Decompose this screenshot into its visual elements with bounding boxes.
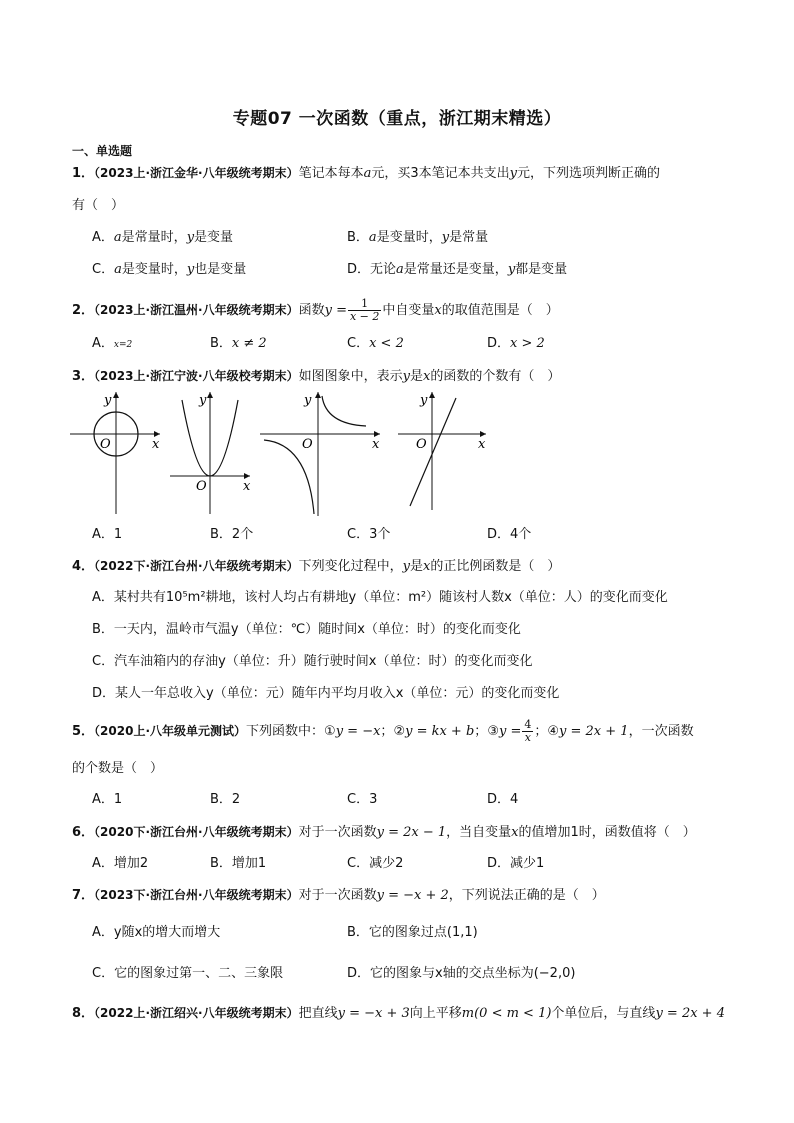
option-label: B． — [210, 792, 232, 807]
q2-number: 2． — [72, 303, 95, 318]
q2-stem — [72, 297, 559, 324]
q1-option-a — [92, 229, 233, 247]
q3-text: 的函数的个数有（ ） — [430, 369, 561, 384]
option-text: 1 — [113, 792, 123, 807]
axis-label-y: y — [420, 393, 428, 408]
q3-option-a — [92, 526, 122, 544]
q2-fraction — [348, 298, 381, 323]
option-text: y随x的增大而增大 — [113, 925, 221, 940]
q2-func-lhs: y = — [324, 303, 347, 318]
option-text: 是常量 — [449, 230, 489, 245]
q4-source: （2022下·浙江台州·八年级统考期末） — [94, 559, 299, 573]
option-text: 是常量时， — [121, 230, 187, 245]
axis-label-y: y — [104, 393, 112, 408]
option-text: 无论 — [370, 262, 397, 277]
option-var: a — [114, 262, 122, 277]
option-var: y — [186, 262, 195, 277]
option-label: C． — [347, 856, 370, 871]
q8-source: （2022上·浙江绍兴·八年级统考期末） — [94, 1006, 299, 1020]
option-var: a — [113, 230, 122, 245]
q2-option-a — [92, 335, 132, 354]
q1-stem-cont: 有（ ） — [72, 198, 125, 213]
q8-cond: m(0 < m < 1) — [461, 1006, 552, 1021]
option-label: A． — [92, 792, 114, 807]
q5-text: ，一次函数 — [628, 724, 694, 739]
option-label: A． — [92, 230, 114, 245]
q6-number: 6． — [72, 825, 95, 840]
q7-func: y = −x + 2 — [376, 888, 449, 903]
option-text: 汽车油箱内的存油y（单位：升）随行驶时间x（单位：时）的变化而变化 — [114, 654, 533, 669]
option-var: a — [368, 230, 377, 245]
fraction-numerator: 1 — [348, 298, 381, 311]
q6-source: （2020下·浙江台州·八年级统考期末） — [94, 825, 299, 839]
axis-label-x: x — [478, 437, 486, 452]
q5-option-d — [487, 791, 518, 809]
option-label: B． — [347, 230, 369, 245]
q5-mark: ② — [393, 724, 406, 739]
q3-number: 3． — [72, 369, 95, 384]
q1-option-d — [347, 261, 567, 279]
origin-label: O — [416, 437, 427, 452]
q5-option-c — [347, 791, 377, 809]
q7-stem — [72, 886, 605, 905]
option-label: D． — [92, 686, 116, 701]
q2-source: （2023上·浙江温州·八年级统考期末） — [94, 303, 299, 317]
q3-option-d — [487, 526, 531, 544]
q3-text: 如图图象中，表示 — [298, 369, 403, 384]
q2-option-c — [347, 335, 404, 353]
q6-text: 的值增加1时，函数值将（ ） — [518, 825, 696, 840]
q4-text: 下列变化过程中， — [298, 559, 403, 574]
option-text: 都是变量 — [515, 262, 568, 277]
option-text: 是变量时， — [376, 230, 442, 245]
option-text: 1 — [113, 527, 123, 542]
option-label: B． — [210, 856, 232, 871]
option-expr: x=2 — [113, 340, 133, 350]
q2-text: 中自变量 — [382, 303, 435, 318]
q6-option-c — [347, 855, 403, 873]
q4-option-b — [92, 621, 521, 639]
q4-var-x: x — [422, 559, 431, 574]
option-label: C． — [347, 792, 370, 807]
q1-text: 元，买3本笔记本共支出 — [371, 166, 510, 181]
q3-text: 是 — [409, 369, 423, 384]
option-expr: x ≠ 2 — [231, 336, 267, 351]
q8-stem — [72, 1004, 725, 1023]
q1-stem — [72, 164, 660, 183]
graph-circle — [70, 392, 160, 514]
page-title: 专题07 一次函数（重点，浙江期末精选） — [232, 109, 562, 129]
option-text: 是变量时， — [121, 262, 187, 277]
option-text: 某人一年总收入y（单位：元）随年内平均月收入x（单位：元）的变化而变化 — [115, 686, 560, 701]
q3-graphs — [60, 388, 500, 520]
option-text: 增加2 — [113, 856, 149, 871]
option-text: 某村共有10⁵m²耕地，该村人均占有耕地y（单位：m²）随该村人数x（单位：人）的变化而变化 — [113, 590, 668, 605]
option-var: y — [507, 262, 516, 277]
q5-sep: ； — [534, 724, 548, 739]
q6-stem — [72, 823, 696, 842]
origin-label: O — [100, 437, 111, 452]
q6-option-b — [210, 855, 266, 873]
option-text: 4个 — [510, 527, 532, 542]
q8-number: 8． — [72, 1006, 95, 1021]
option-label: C． — [347, 527, 370, 542]
option-label: A． — [92, 856, 114, 871]
q2-option-d — [487, 335, 545, 353]
q5-stem-cont: 的个数是（ ） — [72, 761, 164, 776]
q1-text: 笔记本每本 — [298, 166, 364, 181]
option-label: B． — [210, 527, 232, 542]
q5-option-b — [210, 791, 240, 809]
option-text: 一天内，温岭市气温y（单位：℃）随时间x（单位：时）的变化而变化 — [113, 622, 521, 637]
option-label: D． — [347, 966, 371, 981]
q3-source: （2023上·浙江宁波·八年级校考期末） — [94, 369, 299, 383]
q3-var-y: y — [402, 369, 410, 384]
q2-text: 的取值范围是（ ） — [441, 303, 559, 318]
q5-sep: ； — [474, 724, 488, 739]
q5-func: y = −x — [335, 724, 381, 739]
option-text: 是变量 — [194, 230, 234, 245]
q6-text: ，当自变量 — [446, 825, 512, 840]
origin-label: O — [302, 437, 313, 452]
axis-label-x: x — [372, 437, 380, 452]
option-text: 4 — [510, 792, 519, 807]
option-label: A． — [92, 590, 114, 605]
q1-var-a: a — [363, 166, 372, 181]
option-text: 也是变量 — [194, 262, 247, 277]
q5-option-a — [92, 791, 122, 809]
q6-option-a — [92, 855, 148, 873]
q5-func: y = 2x + 1 — [559, 724, 629, 739]
option-label: D． — [347, 262, 371, 277]
section-heading: 一、单选题 — [72, 144, 133, 158]
option-label: B． — [92, 622, 114, 637]
option-text: 是常量还是变量， — [403, 262, 508, 277]
option-label: B． — [210, 336, 232, 351]
q5-fraction — [522, 719, 533, 744]
q1-option-b — [347, 229, 488, 247]
q4-number: 4． — [72, 559, 95, 574]
q4-option-d — [92, 685, 559, 703]
option-var: y — [441, 230, 450, 245]
q7-text: 对于一次函数 — [298, 888, 377, 903]
option-text: 3 — [369, 792, 378, 807]
axis-label-y: y — [199, 393, 207, 408]
q3-option-c — [347, 526, 390, 544]
q7-option-d — [347, 965, 575, 983]
option-label: C． — [347, 336, 370, 351]
axis-label-y: y — [304, 393, 312, 408]
q8-text: 向上平移 — [409, 1006, 462, 1021]
option-text: 3个 — [369, 527, 391, 542]
q5-text: 下列函数中： — [246, 724, 325, 739]
option-label: A． — [92, 527, 114, 542]
q8-text: 个单位后，与直线 — [551, 1006, 656, 1021]
q5-mark: ④ — [547, 724, 560, 739]
option-text: 它的图象与x轴的交点坐标为(−2,0) — [370, 966, 576, 981]
q2-var-x: x — [434, 303, 442, 318]
option-label: D． — [487, 336, 511, 351]
q5-number: 5． — [72, 724, 95, 739]
option-label: D． — [487, 527, 511, 542]
q1-var-y: y — [509, 166, 517, 181]
q2-option-b — [210, 335, 267, 353]
option-label: C． — [92, 654, 115, 669]
q7-source: （2023下·浙江台州·八年级统考期末） — [94, 888, 299, 902]
option-label: B． — [347, 925, 369, 940]
q3-stem — [72, 367, 560, 386]
fraction-denominator: x — [524, 731, 531, 744]
q5-mark: ① — [324, 724, 336, 739]
option-text: 2 — [231, 792, 241, 807]
q6-func: y = 2x − 1 — [376, 825, 447, 840]
q5-func: y = kx + b — [405, 724, 475, 739]
option-label: C． — [92, 966, 115, 981]
q4-option-a — [92, 589, 668, 607]
q7-option-b — [347, 924, 478, 942]
option-text: 它的图象过点(1,1) — [368, 925, 478, 940]
q6-var-x: x — [511, 825, 519, 840]
option-label: A． — [92, 925, 114, 940]
axis-label-x: x — [152, 437, 160, 452]
q4-text: 是 — [409, 559, 423, 574]
q3-option-b — [210, 526, 253, 544]
q3-var-x: x — [422, 369, 431, 384]
option-var: y — [186, 230, 195, 245]
q2-text: 函数 — [298, 303, 325, 318]
q8-func: y = 2x + 4 — [655, 1006, 725, 1021]
option-text: 增加1 — [231, 856, 267, 871]
q1-text: 元，下列选项判断正确的 — [517, 166, 661, 181]
origin-label: O — [196, 479, 207, 494]
option-text: 2个 — [231, 527, 254, 542]
graph-line — [398, 392, 486, 510]
option-label: D． — [487, 856, 511, 871]
q5-mark: ③ — [487, 724, 499, 739]
q7-option-c — [92, 965, 283, 983]
q7-text: ，下列说法正确的是（ ） — [448, 888, 605, 903]
fraction-numerator: 4 — [524, 718, 532, 731]
q7-option-a — [92, 924, 220, 942]
q7-number: 7． — [72, 888, 95, 903]
option-text: 减少2 — [369, 856, 404, 871]
option-text: 减少1 — [510, 856, 545, 871]
axis-label-x: x — [243, 479, 251, 494]
option-label: A． — [92, 336, 114, 351]
option-expr: x > 2 — [510, 336, 545, 351]
option-expr: x < 2 — [369, 336, 404, 351]
q8-func: y = −x + 3 — [337, 1006, 410, 1021]
graph-parabola — [170, 392, 251, 514]
q1-source: （2023上·浙江金华·八年级统考期末） — [94, 166, 299, 180]
q5-stem — [72, 718, 694, 745]
option-text: 它的图象过第一、二、三象限 — [114, 966, 284, 981]
option-var: a — [396, 262, 404, 277]
q4-option-c — [92, 653, 532, 671]
q6-option-d — [487, 855, 544, 873]
q5-sep: ； — [380, 724, 394, 739]
q6-text: 对于一次函数 — [298, 825, 377, 840]
option-label: C． — [92, 262, 115, 277]
q4-stem — [72, 557, 560, 576]
q5-source: （2020上·八年级单元测试） — [94, 724, 247, 738]
q4-text: 的正比例函数是（ ） — [430, 559, 561, 574]
q8-text: 把直线 — [298, 1006, 338, 1021]
option-label: D． — [487, 792, 511, 807]
q4-var-y: y — [402, 559, 410, 574]
graph-hyperbola — [260, 392, 380, 516]
q5-func: y = — [498, 724, 522, 739]
q1-option-c — [92, 261, 246, 279]
q1-number: 1． — [72, 166, 95, 181]
fraction-denominator: x − 2 — [349, 310, 380, 323]
